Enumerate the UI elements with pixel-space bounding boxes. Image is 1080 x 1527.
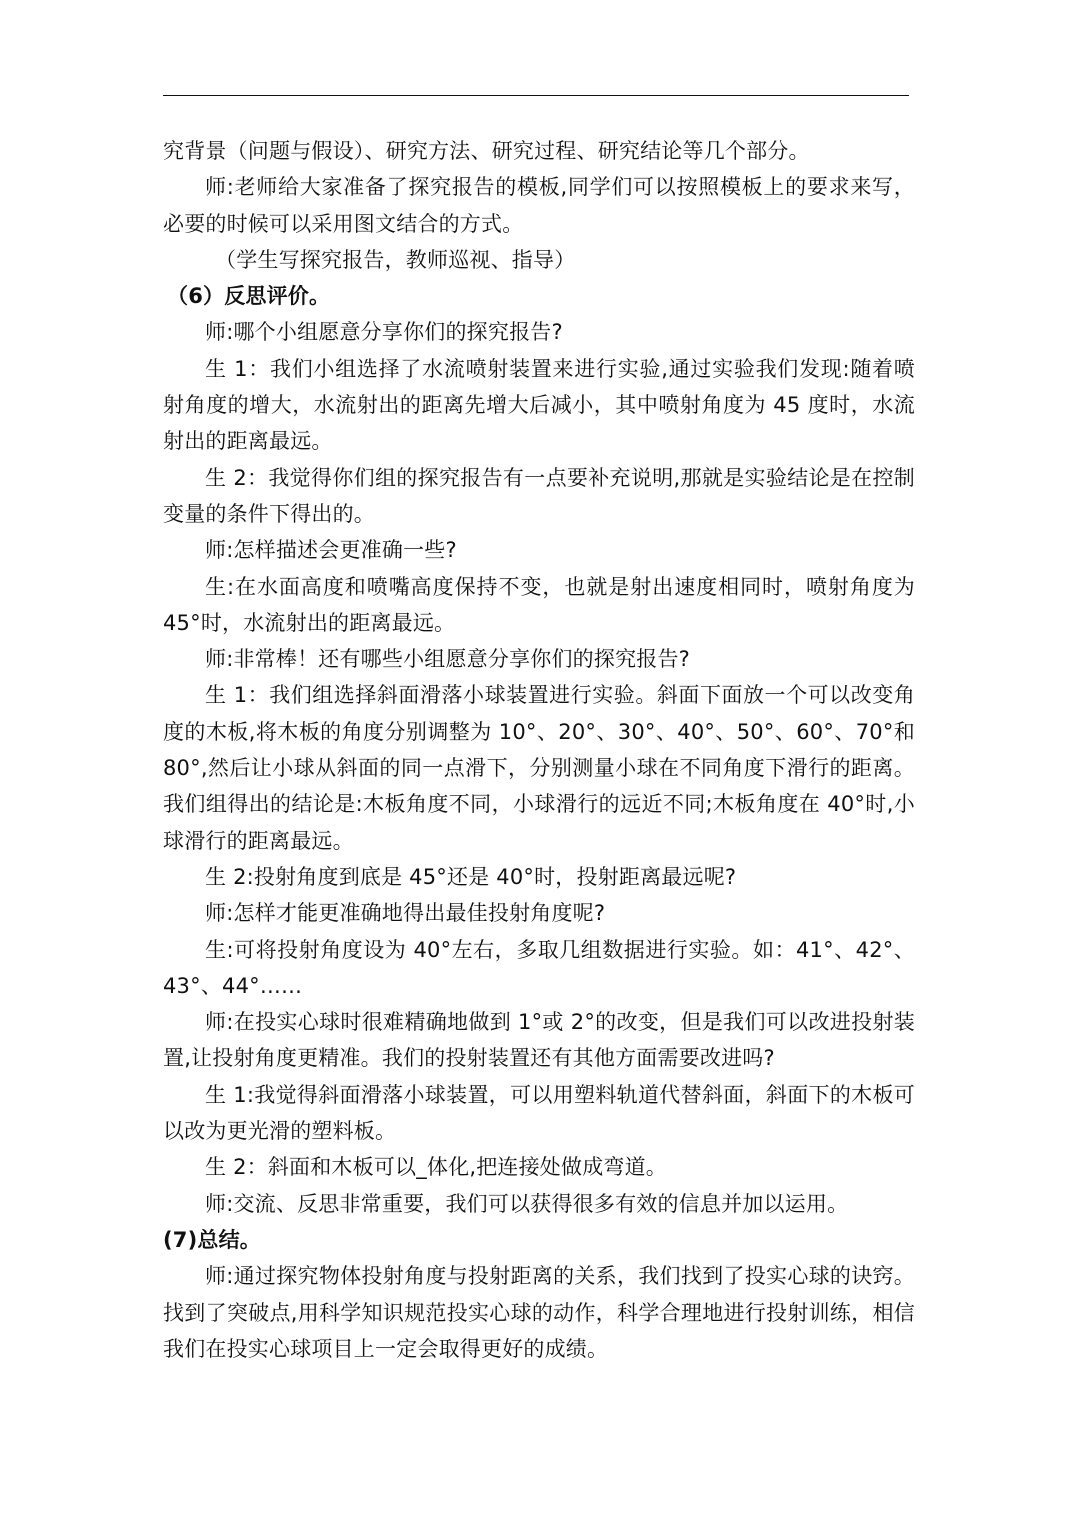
student-paragraph: 生:在水面高度和喷嘴高度保持不变，也就是射出速度相同时，喷射角度为 45°时，水流射出的距离最远。: [163, 574, 915, 635]
teacher-paragraph: 师:在投实心球时很难精确地做到 1°或 2°的改变，但是我们可以改进投射装置,让投射角度更精准。我们的投射装置还有其他方面需要改进吗?: [163, 1010, 915, 1071]
header-rule: [163, 95, 909, 96]
document-body: [163, 133, 915, 1367]
section-heading-summary: (7)总结。: [163, 1227, 262, 1252]
teacher-paragraph: 师:怎样才能更准确地得出最佳投射角度呢?: [205, 901, 606, 926]
student-paragraph: 生 1：我们组选择斜面滑落小球装置进行实验。斜面下面放一个可以改变角度的木板,将木板的角度分别调整为 10°、20°、30°、40°、50°、60°、70°和 80°,然后让小球从斜面的同一点滑下，分别测量小球在不同角度下滑行的距离。我们组得出的结论是:木板角度不同，小球滑行的远近不同;木板角度在 40°时,小球滑行的距离最远。: [163, 683, 915, 853]
student-paragraph: 生 2：我觉得你们组的探究报告有一点要补充说明,那就是实验结论是在控制变量的条件下得出的。: [163, 465, 915, 526]
student-paragraph: 生 2：斜面和木板可以_体化,把连接处做成弯道。: [205, 1155, 668, 1180]
student-paragraph: 生 1：我们小组选择了水流喷射装置来进行实验,通过实验我们发现:随着喷射角度的增大，水流射出的距离先增大后减小，其中喷射角度为 45 度时，水流射出的距离最远。: [163, 356, 915, 454]
teacher-paragraph: 师:非常棒！还有哪些小组愿意分享你们的探究报告?: [205, 647, 691, 672]
teacher-paragraph: 师:老师给大家准备了探究报告的模板,同学们可以按照模板上的要求来写，必要的时候可以采用图文结合的方式。: [163, 175, 915, 236]
paragraph-continuation: 究背景（问题与假设）、研究方法、研究过程、研究结论等几个部分。: [163, 139, 810, 163]
teacher-paragraph: 师:通过探究物体投射角度与投射距离的关系，我们找到了投实心球的诀窍。找到了突破点,用科学知识规范投实心球的动作，科学合理地进行投射训练，相信我们在投实心球项目上一定会取得更好的成绩。: [163, 1264, 915, 1361]
teacher-paragraph: 师:哪个小组愿意分享你们的探究报告?: [205, 320, 563, 345]
student-paragraph: 生 2:投射角度到底是 45°还是 40°时，投射距离最远呢?: [205, 864, 737, 889]
teacher-paragraph: 师:怎样描述会更准确一些?: [205, 538, 457, 563]
section-heading-reflection: （6）反思评价。: [167, 284, 331, 309]
teacher-paragraph: 师:交流、反思非常重要，我们可以获得很多有效的信息并加以运用。: [205, 1191, 849, 1216]
student-paragraph: 生:可将投射角度设为 40°左右，多取几组数据进行实验。如：41°、42°、43°、44°……: [163, 937, 915, 998]
stage-direction: （学生写探究报告，教师巡视、指导）: [215, 247, 576, 272]
student-paragraph: 生 1:我觉得斜面滑落小球装置，可以用塑料轨道代替斜面，斜面下的木板可以改为更光滑的塑料板。: [163, 1082, 915, 1144]
